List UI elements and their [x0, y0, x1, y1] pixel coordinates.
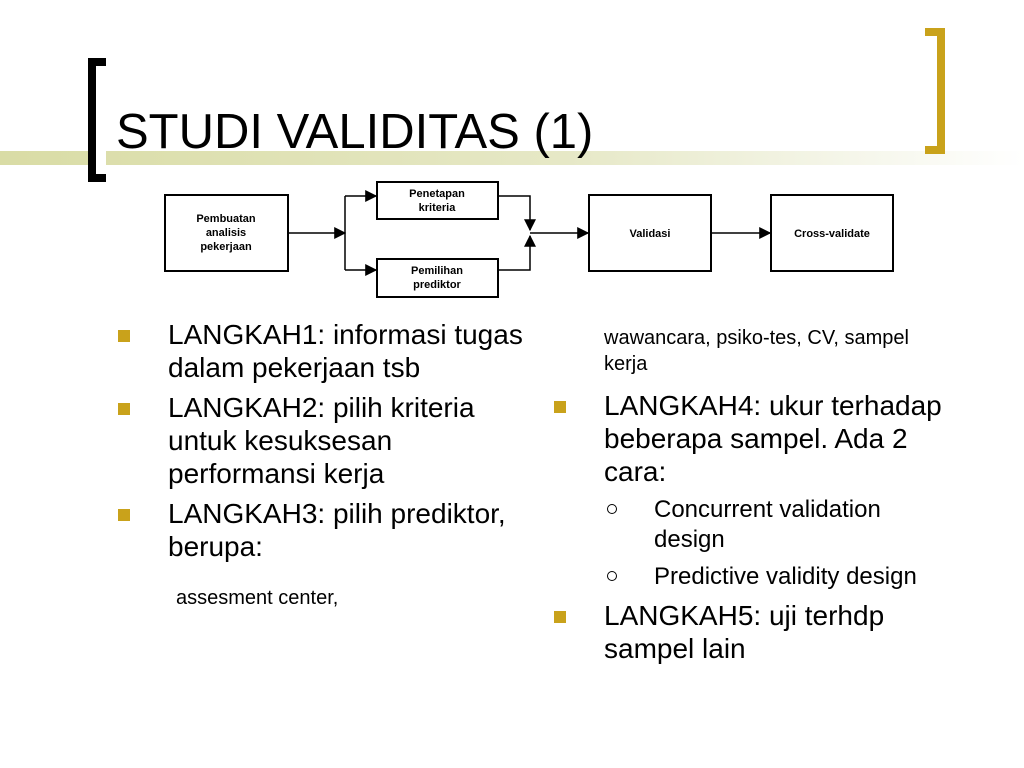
box-cross-validate-label: Cross-validate: [794, 228, 870, 240]
left-column: [116, 318, 526, 611]
square-bullet-icon: [118, 330, 130, 342]
bullet-step2: [116, 391, 526, 490]
square-bullet-icon: [554, 611, 566, 623]
square-bullet-icon: [118, 403, 130, 415]
arrow-criteria-to-merge: [498, 196, 530, 230]
square-bullet-icon: [554, 401, 566, 413]
box-validation-label: Validasi: [629, 228, 671, 240]
right-column: [552, 325, 952, 672]
bullet-step3: [116, 497, 526, 563]
box-criteria-line2: kriteria: [418, 202, 456, 214]
box-predictor-line1: Pemilihan: [411, 265, 463, 277]
box-validation: [589, 195, 711, 271]
bullet-step2-text: LANGKAH2: pilih kriteria untuk kesuksesan performansi kerja: [168, 392, 475, 489]
box-predictor-line2: prediktor: [413, 279, 461, 291]
box-job-analysis-line2: analisis: [205, 227, 247, 239]
box-criteria-line1: Penetapan: [409, 188, 465, 200]
bullet-step1-text: LANGKAH1: informasi tugas dalam pekerjaan tsb: [168, 319, 523, 383]
bullet-step5-text: LANGKAH5: uji terhdp sampel lain: [604, 600, 885, 664]
sub-bullet-concurrent: [552, 495, 952, 555]
bullet-step4: [552, 389, 952, 488]
circle-bullet-icon: [607, 571, 617, 581]
box-job-analysis-line3: pekerjaan: [200, 241, 252, 253]
bullet-step1: [116, 318, 526, 384]
bullet-step4-text: LANGKAH4: ukur terhadap beberapa sampel. Ada 2 cara:: [604, 390, 942, 487]
box-job-analysis: [165, 195, 288, 271]
arrow-predictor-to-merge: [498, 236, 530, 270]
bullet-step3-text: LANGKAH3: pilih prediktor, berupa:: [168, 498, 506, 562]
predictor-examples-left: assesment center,: [176, 587, 339, 609]
slide-title: STUDI VALIDITAS (1): [116, 105, 594, 159]
circle-bullet-icon: [607, 504, 617, 514]
bullet-step5: [552, 599, 952, 665]
predictor-examples-right: wawancara, psiko-tes, CV, sampel kerja: [604, 327, 909, 375]
sub-bullet-predictive-text: Predictive validity design: [654, 563, 917, 590]
box-job-analysis-line1: Pembuatan: [196, 213, 256, 225]
box-criteria: [377, 182, 498, 219]
sub-bullet-predictive: [552, 562, 952, 592]
sub-bullet-concurrent-text: Concurrent validation design: [654, 496, 881, 553]
square-bullet-icon: [118, 509, 130, 521]
validation-flow-diagram: [0, 0, 1024, 310]
box-predictor: [377, 259, 498, 297]
box-cross-validate: [771, 195, 893, 271]
